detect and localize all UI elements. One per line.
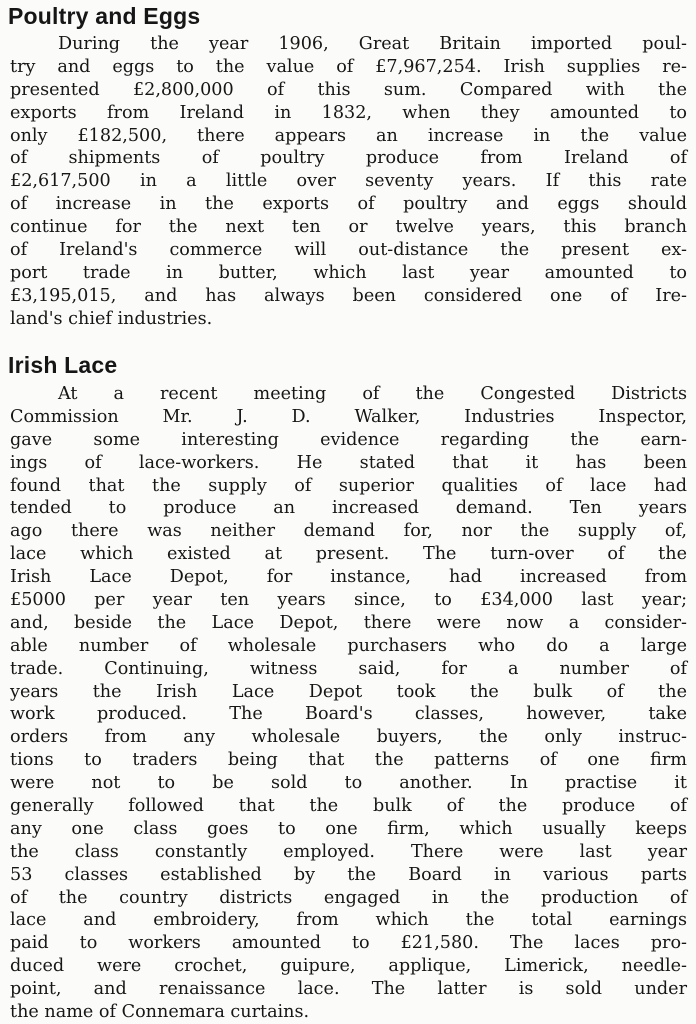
text-line: of Ireland's commerce will out-distance the present ex- [10, 240, 687, 261]
text-line: land's chief industries. [10, 308, 213, 329]
text-line: duced were crochet, guipure, applique, Limerick, needle- [10, 956, 687, 977]
text-line: work produced. The Board's classes, however, take [10, 704, 687, 725]
text-line: ings of lace-workers. He stated that it has been [10, 452, 687, 473]
section-heading-irish-lace: Irish Lace [8, 352, 118, 378]
text-line: Irish Lace Depot, for instance, had increased from [10, 567, 687, 588]
text-line: tended to produce an increased demand. Ten years [10, 498, 687, 519]
text-line: lace which existed at present. The turn-over of the [10, 544, 687, 565]
text-line: of increase in the exports of poultry and eggs should [10, 194, 687, 215]
text-line: of shipments of poultry produce from Ireland of [10, 148, 687, 169]
text-line: ago there was neither demand for, nor the supply of, [10, 521, 687, 542]
text-line: continue for the next ten or twelve years, this branch [10, 217, 687, 238]
text-line: orders from any wholesale buyers, the only instruc- [10, 727, 687, 748]
text-line: tions to traders being that the patterns of one firm [10, 750, 687, 771]
text-line: years the Irish Lace Depot took the bulk of the [10, 681, 687, 702]
text-line: £2,617,500 in a little over seventy years. If this rate [10, 171, 687, 192]
text-line: any one class goes to one firm, which usually keeps [10, 818, 687, 839]
text-line: were not to be sold to another. In practise it [10, 773, 687, 794]
text-line: During the year 1906, Great Britain imported poul- [58, 34, 687, 54]
text-line: £3,195,015, and has always been considered one of Ire- [10, 285, 687, 306]
text-line: Commission Mr. J. D. Walker, Industries Inspector, [10, 406, 687, 427]
text-line: the name of Connemara curtains. [10, 1002, 310, 1023]
text-line: found that the supply of superior qualities of lace had [10, 475, 687, 496]
text-line: the class constantly employed. There were last year [10, 841, 687, 862]
text-line: £5000 per year ten years since, to £34,000 last year; [10, 590, 687, 611]
text-line: trade. Continuing, witness said, for a number of [10, 658, 687, 679]
text-line: At a recent meeting of the Congested Districts [58, 384, 687, 404]
text-line: point, and renaissance lace. The latter is sold under [10, 979, 687, 1000]
text-line: port trade in butter, which last year amounted to [10, 262, 687, 283]
section-heading-poultry: Poultry and Eggs [8, 3, 201, 29]
text-line: and, beside the Lace Depot, there were now a consider- [10, 612, 687, 633]
text-line: generally followed that the bulk of the produce of [10, 796, 687, 817]
text-line: 53 classes established by the Board in various parts [10, 864, 687, 885]
section-body-poultry [10, 33, 687, 331]
section-body-irish-lace [10, 383, 687, 1024]
text-line: gave some interesting evidence regarding the earn- [10, 429, 687, 450]
text-line: of the country districts engaged in the production of [10, 887, 687, 908]
text-line: only £182,500, there appears an increase in the value [10, 125, 687, 146]
text-line: lace and embroidery, from which the total earnings [10, 910, 687, 931]
text-line: exports from Ireland in 1832, when they amounted to [10, 102, 687, 123]
text-line: paid to workers amounted to £21,580. The laces pro- [10, 933, 687, 954]
text-line: presented £2,800,000 of this sum. Compared with the [10, 79, 687, 100]
text-line: try and eggs to the value of £7,967,254. Irish supplies re- [10, 56, 687, 77]
text-line: able number of wholesale purchasers who do a large [10, 635, 687, 656]
